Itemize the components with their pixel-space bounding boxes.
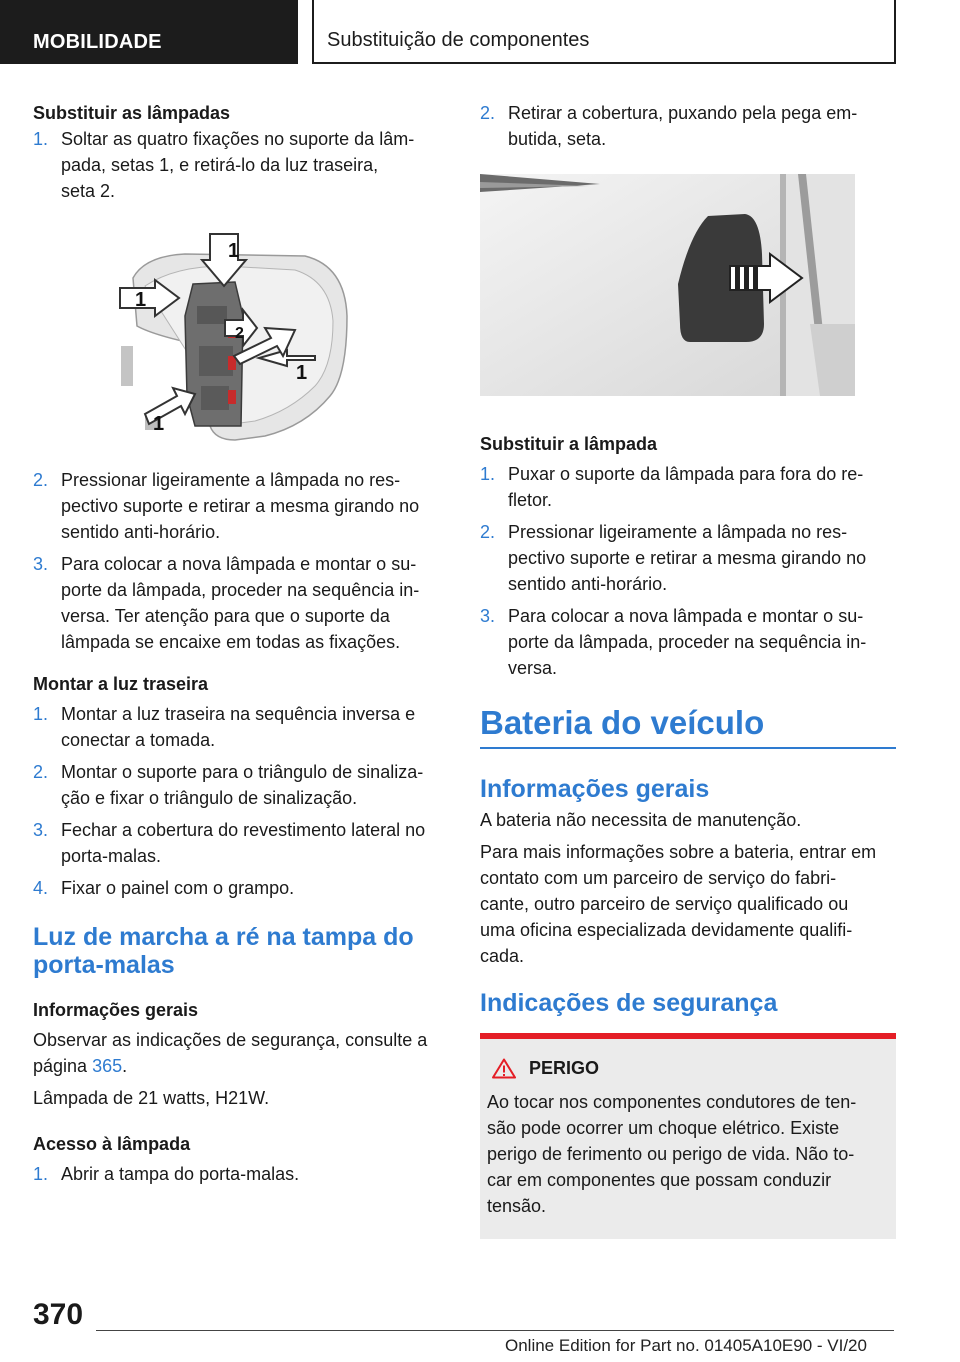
lamp-spec: Lâmpada de 21 watts, H21W. [33, 1088, 270, 1108]
mount-step-1: 1. Montar a luz traseira na sequência inversa e conectar a tomada. [33, 704, 416, 750]
step-2: 2. Pressionar ligeiramente a lâmpada no res- pectivo suporte e retirar a mesma girando no sentido anti-horário. [33, 470, 420, 542]
callout-2: 2 [235, 325, 244, 342]
subheading-general-info: Informações gerais [33, 1000, 199, 1020]
danger-box [480, 1033, 896, 1239]
callout-1-right: 1 [296, 362, 308, 384]
heading-vehicle-battery: Bateria do veículo [480, 704, 765, 741]
bulb-step-3: 3. Para colocar a nova lâmpada e montar o su- porte da lâmpada, proceder na sequência in- versa. [480, 606, 867, 678]
callout-1-top: 1 [228, 240, 240, 262]
battery-info: Para mais informações sobre a bateria, entrar em contato com um parceiro de serviço do fabri- cante, outro parceiro de serviço qualificado ou uma oficina especializada devidamente qualifi- cada. [480, 842, 877, 966]
mount-step-2: 2. Montar o suporte para o triângulo de sinaliza- ção e fixar o triângulo de sinalização. [33, 762, 424, 808]
warning-triangle-icon [492, 1058, 516, 1079]
mount-step-3: 3. Fechar a cobertura do revestimento lateral no porta-malas. [33, 820, 426, 866]
access-step-2: 2. Retirar a cobertura, puxando pela pega em- butida, seta. [480, 103, 858, 149]
trunk-cover-figure [480, 174, 855, 396]
mount-step-4: 4. Fixar o painel com o grampo. [33, 878, 295, 898]
section-tab [0, 0, 298, 64]
chapter-title: Substituição de componentes [327, 29, 590, 51]
page-link[interactable]: 365 [92, 1056, 123, 1076]
access-step-1: 1. Abrir a tampa do porta-malas. [33, 1164, 300, 1184]
heading-general-info: Informações gerais [480, 775, 710, 803]
step-3: 3. Para colocar a nova lâmpada e montar o su- porte da lâmpada, proceder na sequência in- versa. Ter atenção para que o suporte da lâmpada se encaixe em todas as fixações. [33, 554, 420, 652]
heading-rule [480, 747, 896, 749]
section-title: MOBILIDADE [33, 31, 162, 53]
bulb-step-1: 1. Puxar o suporte da lâmpada para fora do re- fletor. [480, 464, 864, 510]
page-number: 370 [33, 1298, 84, 1331]
subheading-replace-bulb: Substituir a lâmpada [480, 434, 658, 454]
heading-safety: Indicações de segurança [480, 989, 778, 1017]
tail-light-figure [115, 226, 351, 454]
danger-text: Ao tocar nos componentes condutores de ten- são pode ocorrer um choque elétrico. Existe perigo de ferimento ou perigo de vida. Não to- car em componentes que possam conduzir tensão. [487, 1092, 857, 1216]
heading-reverse-light: Luz de marcha a ré na tampa do porta-malas [33, 923, 414, 979]
callout-1-bottom: 1 [153, 413, 165, 435]
subheading-replace-bulbs: Substituir as lâmpadas [33, 103, 231, 123]
left-column [33, 100, 449, 1187]
chapter-tab [312, 0, 896, 64]
subheading-access: Acesso à lâmpada [33, 1134, 191, 1154]
step-1: 1. Soltar as quatro fixações no suporte da lâm- pada, setas 1, e retirá-lo da luz traseira, seta 2. [33, 129, 415, 201]
subheading-mount-tail-light: Montar a luz traseira [33, 674, 209, 694]
danger-title: PERIGO [529, 1058, 600, 1078]
edition-note: Online Edition for Part no. 01405A10E90 - VI/20 [505, 1336, 867, 1355]
safety-reference: Observar as indicações de segurança, consulte a página 365. [33, 1030, 428, 1076]
callout-1-left: 1 [135, 289, 147, 311]
right-column [480, 100, 896, 1239]
footer-rule [96, 1330, 894, 1331]
battery-maintenance: A bateria não necessita de manutenção. [480, 810, 802, 830]
bulb-step-2: 2. Pressionar ligeiramente a lâmpada no res- pectivo suporte e retirar a mesma girando no sentido anti-horário. [480, 522, 867, 594]
